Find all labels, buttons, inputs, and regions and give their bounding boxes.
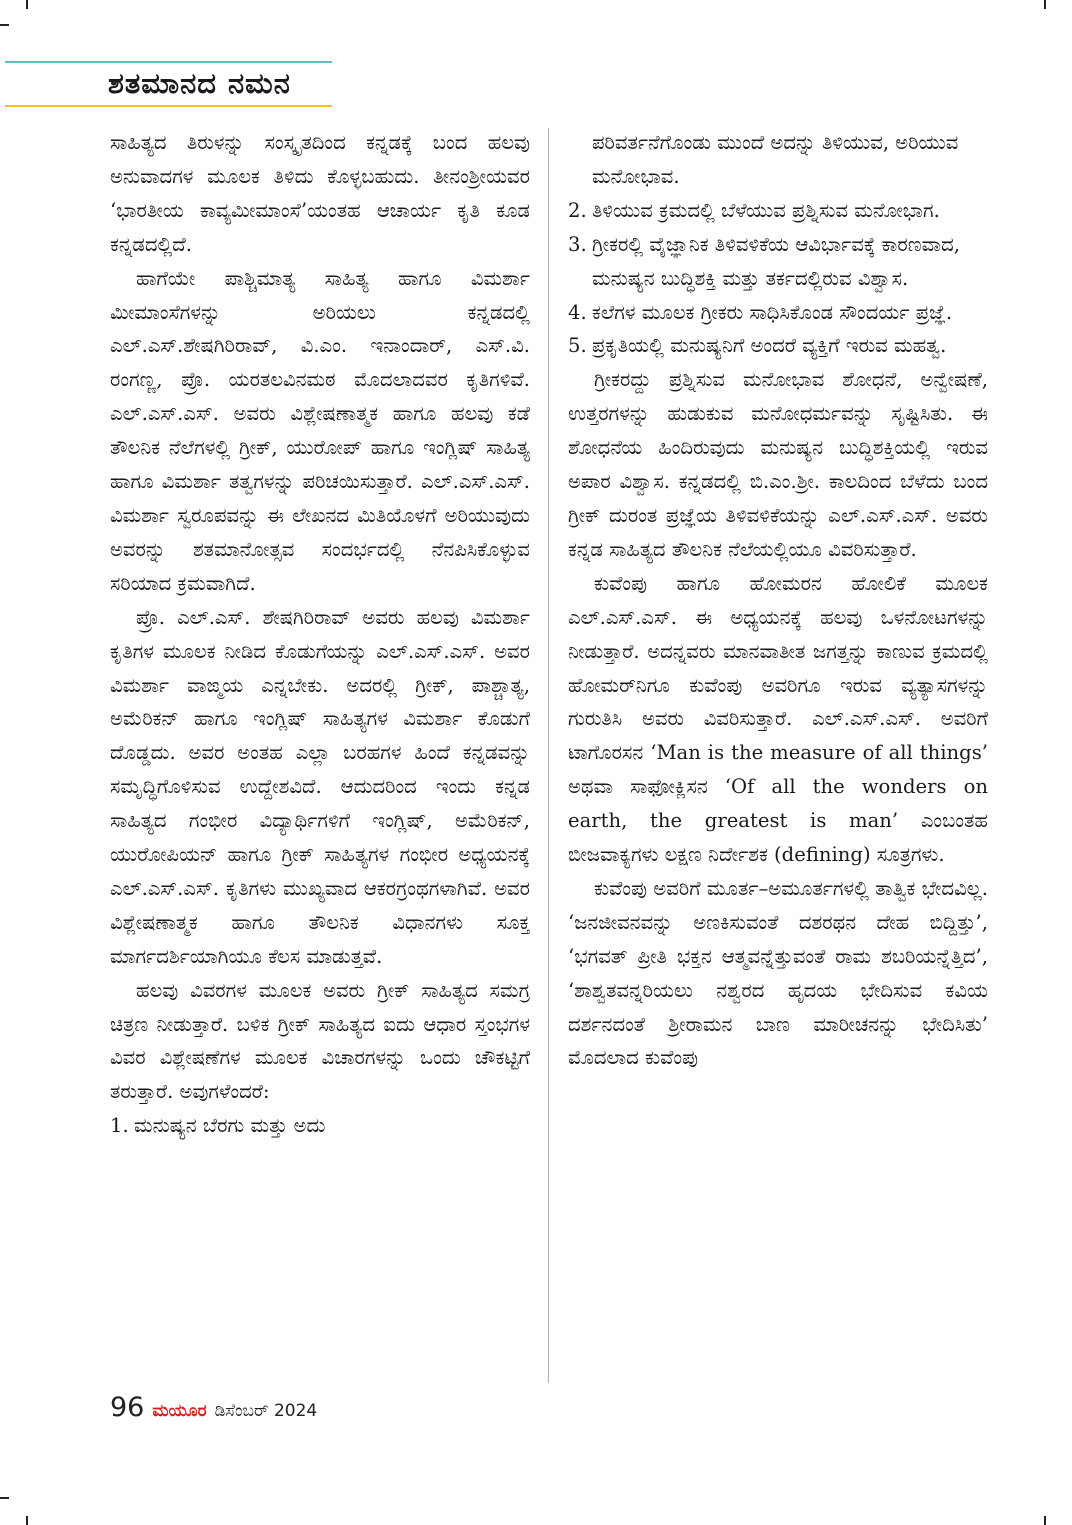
paragraph: ಕುವೆಂಪು ಅವರಿಗೆ ಮೂರ್ತ–ಅಮೂರ್ತಗಳಲ್ಲಿ ತಾತ್ವಿಕ ಭೇದವಿಲ್ಲ. ‘ಜನಜೀವನವನ್ನು ಅಣಕಿಸುವಂತೆ ದಶರಥನ ದೇಹ ಬಿದ್ದಿತ್ತು’, ‘ಭಗವತ್ ಪ್ರೀತಿ ಭಕ್ತನ ಆತ್ಮವನ್ನೆತ್ತುವಂತೆ ರಾಮ ಶಬರಿಯನ್ನೆತ್ತಿದ’, ‘ಶಾಶ್ವತವನ್ನರಿಯಲು ನಶ್ವರದ ಹೃದಯ ಭೇದಿಸುವ ಕವಿಯ ದರ್ಶನದಂತೆ ಶ್ರೀರಾಮನ ಬಾಣ ಮಾರೀಚನನ್ನು ಭೇದಿಸಿತು’ ಮೊದಲಾದ ಕುವೆಂಪು <box>568 876 988 1070</box>
header-rule-top <box>5 61 332 63</box>
column-divider <box>548 128 549 1383</box>
crop-mark <box>0 1497 9 1499</box>
paragraph: ಪ್ರೊ. ಎಲ್.ಎಸ್. ಶೇಷಗಿರಿರಾವ್ ಅವರು ಹಲವು ವಿಮರ್ಶಾ ಕೃತಿಗಳ ಮೂಲಕ ನೀಡಿದ ಕೊಡುಗೆಯನ್ನು ಎಲ್.ಎಸ್.ಎಸ್. ಅವರ ವಿಮರ್ಶಾ ವಾಙ್ಮಯ ಎನ್ನಬೇಕು. ಅದರಲ್ಲಿ ಗ್ರೀಕ್, ಪಾಶ್ಚಾತ್ಯ, ಅಮೆರಿಕನ್ ಹಾಗೂ ಇಂಗ್ಲಿಷ್ ಸಾಹಿತ್ಯಗಳ ವಿಮರ್ಶಾ ಕೊಡುಗೆ ದೊಡ್ಡದು. ಅವರ ಅಂತಹ ಎಲ್ಲಾ ಬರಹಗಳ ಹಿಂದೆ ಕನ್ನಡವನ್ನು ಸಮೃದ್ಧಿಗೊಳಿಸುವ ಉದ್ದೇಶವಿದೆ. ಆದುದರಿಂದ ಇಂದು ಕನ್ನಡ ಸಾಹಿತ್ಯದ ಗಂಭೀರ ವಿದ್ಯಾರ್ಥಿಗಳಿಗೆ ಇಂಗ್ಲಿಷ್, ಅಮೆರಿಕನ್, ಯುರೋಪಿಯನ್ ಹಾಗೂ ಗ್ರೀಕ್ ಸಾಹಿತ್ಯಗಳ ಗಂಭೀರ ಅಧ್ಯಯನಕ್ಕೆ ಎಲ್.ಎಸ್.ಎಸ್. ಕೃತಿಗಳು ಮುಖ್ಯವಾದ ಆಕರಗ್ರಂಥಗಳಾಗಿವೆ. ಅವರ ವಿಶ್ಲೇಷಣಾತ್ಮಕ ಹಾಗೂ ತೌಲನಿಕ ವಿಧಾನಗಳು ಸೂಕ್ತ ಮಾರ್ಗದರ್ಶಿಯಾಗಿಯೂ ಕೆಲಸ ಮಾಡುತ್ತವೆ. <box>110 605 530 968</box>
crop-mark <box>26 1516 28 1525</box>
issue-date: ಡಿಸೆಂಬರ್ 2024 <box>214 1401 318 1421</box>
crop-mark <box>26 0 28 9</box>
list-text: ಪರಿವರ್ತನೆಗೊಂಡು ಮುಂದೆ ಅದನ್ನು ತಿಳಿಯುವ, ಅರಿಯುವ ಮನೋಭಾವ. <box>592 131 959 188</box>
crop-mark <box>0 24 9 26</box>
list-item-continuation <box>568 126 988 194</box>
list-item <box>568 296 988 330</box>
list-number: 1. <box>110 1114 129 1138</box>
page-footer <box>110 1392 317 1423</box>
section-title: ಶತಮಾನದ ನಮನ <box>108 66 291 100</box>
list-item <box>110 1109 530 1143</box>
list-item <box>568 228 988 296</box>
header-rule-bottom <box>5 105 332 107</box>
list-number: 5. <box>568 334 587 358</box>
list-text: ಪ್ರಕೃತಿಯಲ್ಲಿ ಮನುಷ್ಯನಿಗೆ ಅಂದರೆ ವ್ಯಕ್ತಿಗೆ ಇರುವ ಮಹತ್ವ. <box>592 334 947 358</box>
list-item <box>568 329 988 363</box>
magazine-logo: ಮಯೂರ <box>152 1401 207 1421</box>
list-number: 3. <box>568 232 587 256</box>
list-text: ಗ್ರೀಕರಲ್ಲಿ ವೈಜ್ಞಾನಿಕ ತಿಳಿವಳಿಕೆಯ ಆವಿರ್ಭಾವಕ್ಕೆ ಕಾರಣವಾದ, ಮನುಷ್ಯನ ಬುದ್ಧಿಶಕ್ತಿ ಮತ್ತು ತರ್ಕದಲ್ಲಿರುವ ವಿಶ್ವಾಸ. <box>592 232 960 290</box>
list-item <box>568 194 988 228</box>
list-number: 2. <box>568 198 587 222</box>
list-text: ಮನುಷ್ಯನ ಬೆರಗು ಮತ್ತು ಅದು <box>134 1114 326 1138</box>
crop-mark <box>1044 1516 1046 1525</box>
page-number: 96 <box>110 1392 145 1423</box>
list-text: ಕಲೆಗಳ ಮೂಲಕ ಗ್ರೀಕರು ಸಾಧಿಸಿಕೊಂಡ ಸೌಂದರ್ಯ ಪ್ರಜ್ಞೆ. <box>592 300 953 324</box>
paragraph: ಗ್ರೀಕರದ್ದು ಪ್ರಶ್ನಿಸುವ ಮನೋಭಾವ ಶೋಧನೆ, ಅನ್ವೇಷಣೆ, ಉತ್ತರಗಳನ್ನು ಹುಡುಕುವ ಮನೋಧರ್ಮವನ್ನು ಸೃಷ್ಟಿಸಿತು. ಈ ಶೋಧನೆಯ ಹಿಂದಿರುವುದು ಮನುಷ್ಯನ ಬುದ್ಧಿಶಕ್ತಿಯಲ್ಲಿ ಇರುವ ಅಪಾರ ವಿಶ್ವಾಸ. ಕನ್ನಡದಲ್ಲಿ ಬಿ.ಎಂ.ಶ್ರೀ. ಕಾಲದಿಂದ ಬೆಳೆದು ಬಂದ ಗ್ರೀಕ್ ದುರಂತ ಪ್ರಜ್ಞೆಯ ತಿಳಿವಳಿಕೆಯನ್ನು ಎಲ್.ಎಸ್.ಎಸ್. ಅವರು ಕನ್ನಡ ಸಾಹಿತ್ಯದ ತೌಲನಿಕ ನೆಲೆಯಲ್ಲಿಯೂ ವಿವರಿಸುತ್ತಾರೆ. <box>568 368 988 561</box>
paragraph: ಸಾಹಿತ್ಯದ ತಿರುಳನ್ನು ಸಂಸ್ಕೃತದಿಂದ ಕನ್ನಡಕ್ಕೆ ಬಂದ ಹಲವು ಅನುವಾದಗಳ ಮೂಲಕ ತಿಳಿದು ಕೊಳ್ಳಬಹುದು. ತೀನಂಶ್ರೀಯವರ ‘ಭಾರತೀಯ ಕಾವ್ಯಮೀಮಾಂಸೆ’ಯಂತಹ ಆಚಾರ್ಯ ಕೃತಿ ಕೂಡ ಕನ್ನಡದಲ್ಲಿದೆ. <box>110 131 530 256</box>
list-number: 4. <box>568 300 587 324</box>
right-column <box>568 126 988 1075</box>
paragraph: ಹಲವು ವಿವರಗಳ ಮೂಲಕ ಅವರು ಗ್ರೀಕ್ ಸಾಹಿತ್ಯದ ಸಮಗ್ರ ಚಿತ್ರಣ ನೀಡುತ್ತಾರೆ. ಬಳಿಕ ಗ್ರೀಕ್ ಸಾಹಿತ್ಯದ ಐದು ಆಧಾರ ಸ್ತಂಭಗಳ ವಿವರ ವಿಶ್ಲೇಷಣೆಗಳ ಮೂಲಕ ವಿಚಾರಗಳನ್ನು ಒಂದು ಚೌಕಟ್ಟಿಗೆ ತರುತ್ತಾರೆ. ಅವುಗಳೆಂದರೆ: <box>110 978 530 1104</box>
crop-mark <box>1044 0 1046 9</box>
paragraph: ಕುವೆಂಪು ಹಾಗೂ ಹೋಮರನ ಹೋಲಿಕೆ ಮೂಲಕ ಎಲ್.ಎಸ್.ಎಸ್. ಈ ಅಧ್ಯಯನಕ್ಕೆ ಹಲವು ಒಳನೋಟಗಳನ್ನು ನೀಡುತ್ತಾರೆ. ಅದನ್ನವರು ಮಾನವಾತೀತ ಜಗತ್ತನ್ನು ಕಾಣುವ ಕ್ರಮದಲ್ಲಿ ಹೋಮರ್‌ನಿಗೂ ಕುವೆಂಪು ಅವರಿಗೂ ಇರುವ ವ್ಯತ್ಯಾಸಗಳನ್ನು ಗುರುತಿಸಿ ಅವರು ವಿವರಿಸುತ್ತಾರೆ. ಎಲ್.ಎಸ್.ಎಸ್. ಅವರಿಗೆ ಟಾಗೊರಸನ ‘Man is the measure of all things’ ಅಥವಾ ಸಾಫೋಕ್ಲಿಸನ ‘Of all the wonders on earth, the greatest is man’ ಎಂಬಂತಹ ಬೀಜವಾಕ್ಯಗಳು ಲಕ್ಷಣ ನಿರ್ದೇಶಕ (defining) ಸೂತ್ರಗಳು. <box>568 571 988 867</box>
paragraph: ಹಾಗೆಯೇ ಪಾಶ್ಚಿಮಾತ್ಯ ಸಾಹಿತ್ಯ ಹಾಗೂ ವಿಮರ್ಶಾ ಮೀಮಾಂಸೆಗಳನ್ನು ಅರಿಯಲು ಕನ್ನಡದಲ್ಲಿ ಎಲ್.ಎಸ್.ಶೇಷಗಿರಿರಾವ್, ವಿ.ಎಂ. ಇನಾಂದಾರ್, ಎಸ್.ವಿ. ರಂಗಣ್ಣ, ಪ್ರೊ. ಯರತಲವಿನಮಠ ಮೊದಲಾದವರ ಕೃತಿಗಳಿವೆ. ಎಲ್.ಎಸ್.ಎಸ್. ಅವರು ವಿಶ್ಲೇಷಣಾತ್ಮಕ ಹಾಗೂ ಹಲವು ಕಡೆ ತೌಲನಿಕ ನೆಲೆಗಳಲ್ಲಿ ಗ್ರೀಕ್, ಯುರೋಪ್ ಹಾಗೂ ಇಂಗ್ಲಿಷ್ ಸಾಹಿತ್ಯ ಹಾಗೂ ವಿಮರ್ಶಾ ತತ್ವಗಳನ್ನು ಪರಿಚಯಿಸುತ್ತಾರೆ. ಎಲ್.ಎಸ್.ಎಸ್. ವಿಮರ್ಶಾ ಸ್ವರೂಪವನ್ನು ಈ ಲೇಖನದ ಮಿತಿಯೊಳಗೆ ಅರಿಯುವುದು ಅವರನ್ನು ಶತಮಾನೋತ್ಸವ ಸಂದರ್ಭದಲ್ಲಿ ನೆನಪಿಸಿಕೊಳ್ಳುವ ಸರಿಯಾದ ಕ್ರಮವಾಗಿದೆ. <box>110 266 530 595</box>
list-text: ತಿಳಿಯುವ ಕ್ರಮದಲ್ಲಿ ಬೆಳೆಯುವ ಪ್ರಶ್ನಿಸುವ ಮನೋಭಾಗ. <box>592 198 940 222</box>
left-column <box>110 126 530 1143</box>
